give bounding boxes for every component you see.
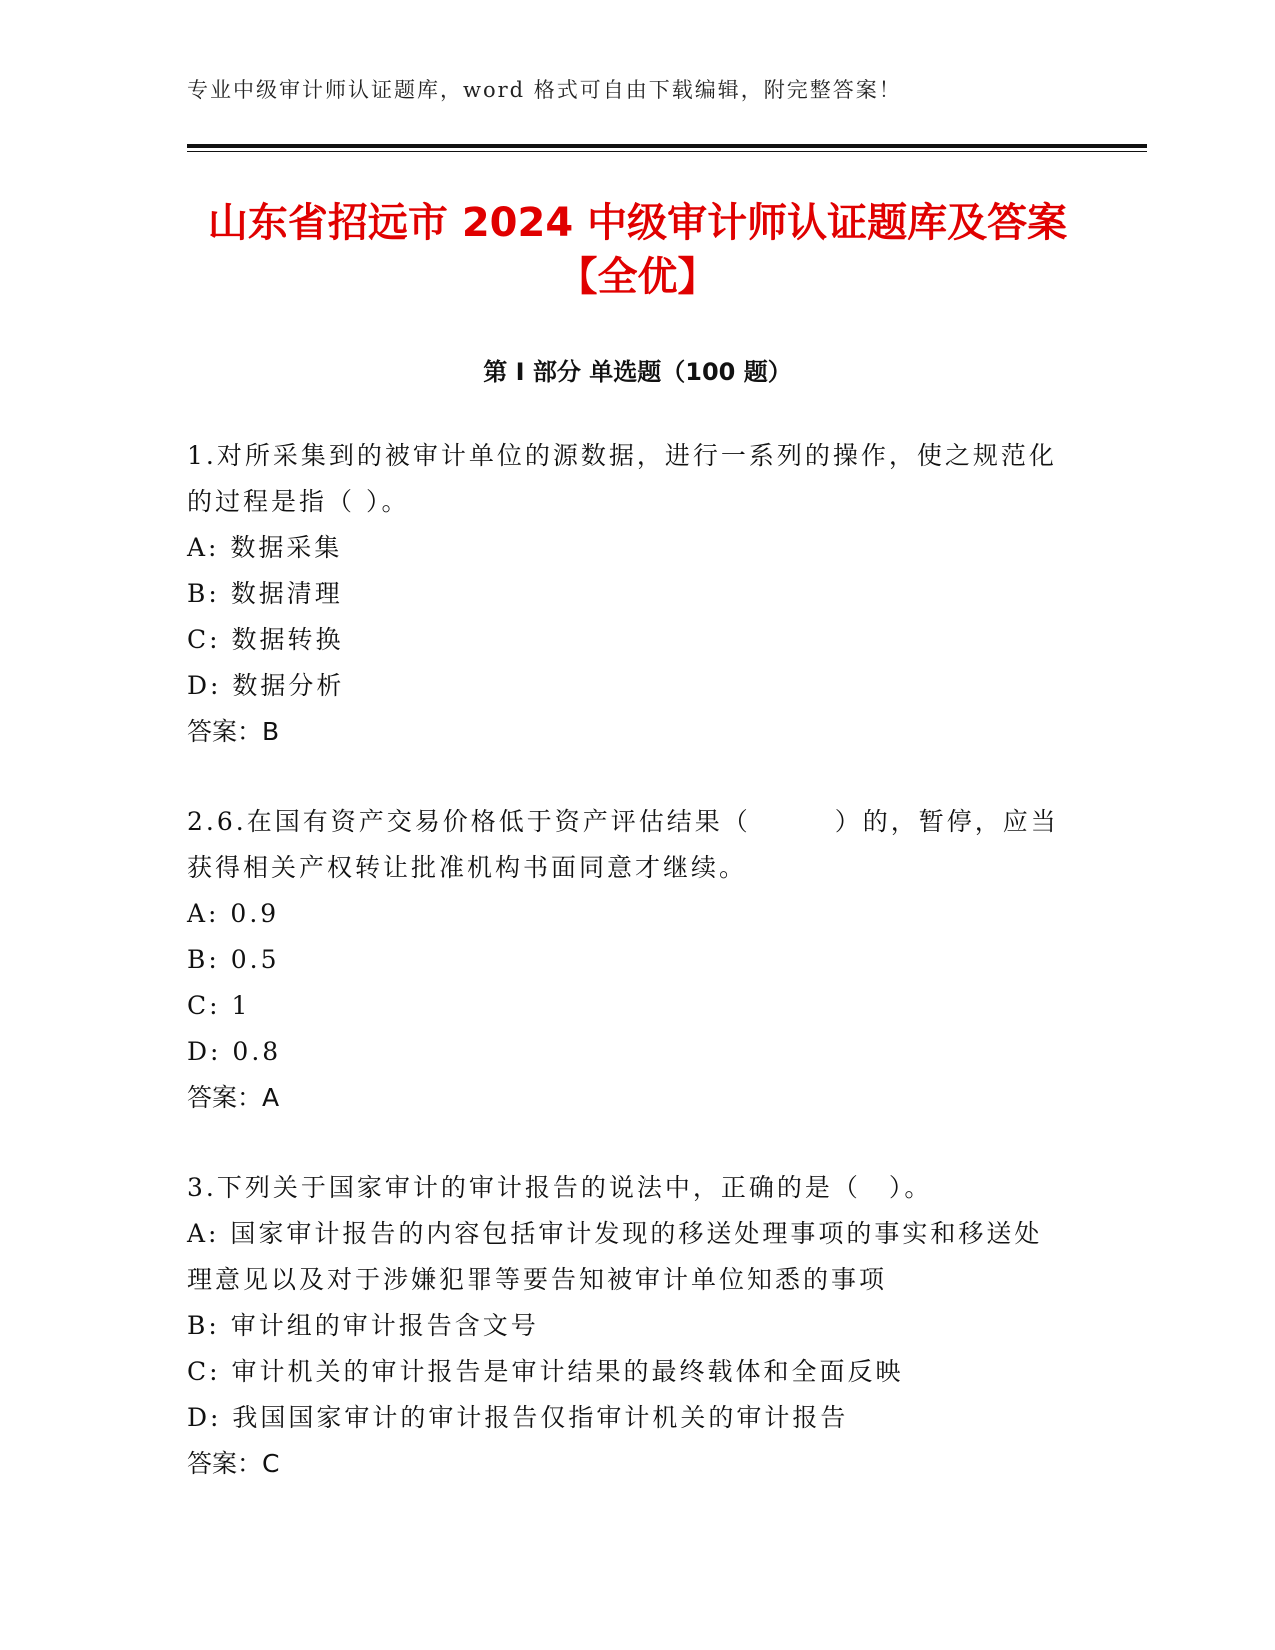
question-list (187, 433, 1067, 1531)
question-2 (187, 799, 1067, 1121)
question-stem: 1.对所采集到的被审计单位的源数据，进行一系列的操作，使之规范化的过程是指（ ）。 (187, 441, 1057, 516)
question-1 (187, 433, 1067, 755)
section-heading: 第 I 部分 单选题（100 题） (483, 358, 792, 386)
option-c: C: 数据转换 (187, 625, 344, 654)
document-title: 山东省招远市 2024 中级审计师认证题库及答案【全优】 (207, 200, 1068, 300)
option-b: B: 数据清理 (187, 579, 343, 608)
answer: 答案：C (187, 1449, 280, 1478)
option-b: B: 0.5 (187, 945, 280, 974)
option-d: D: 数据分析 (187, 671, 345, 700)
header-rule-thin (187, 151, 1147, 152)
option-a: A: 国家审计报告的内容包括审计发现的移送处理事项的事实和移送处理意见以及对于涉嫌犯罪等要告知被审计单位知悉的事项 (187, 1219, 1043, 1294)
question-stem: 3.下列关于国家审计的审计报告的说法中，正确的是（ ）。 (187, 1173, 933, 1202)
header-rule-thick (187, 144, 1147, 148)
option-c: C: 1 (187, 991, 251, 1020)
option-d: D: 0.8 (187, 1037, 282, 1066)
option-b: B: 审计组的审计报告含文号 (187, 1311, 539, 1340)
question-stem: 2.6.在国有资产交易价格低于资产评估结果（ ）的，暂停，应当获得相关产权转让批准机构书面同意才继续。 (187, 807, 1059, 882)
option-d: D: 我国国家审计的审计报告仅指审计机关的审计报告 (187, 1403, 849, 1432)
option-c: C: 审计机关的审计报告是审计结果的最终载体和全面反映 (187, 1357, 904, 1386)
answer: 答案：B (187, 717, 280, 746)
header-note: 专业中级审计师认证题库，word 格式可自由下载编辑，附完整答案！ (187, 78, 902, 102)
question-3 (187, 1165, 1067, 1487)
option-a: A: 0.9 (187, 899, 280, 928)
answer: 答案：A (187, 1083, 280, 1112)
option-a: A: 数据采集 (187, 533, 343, 562)
